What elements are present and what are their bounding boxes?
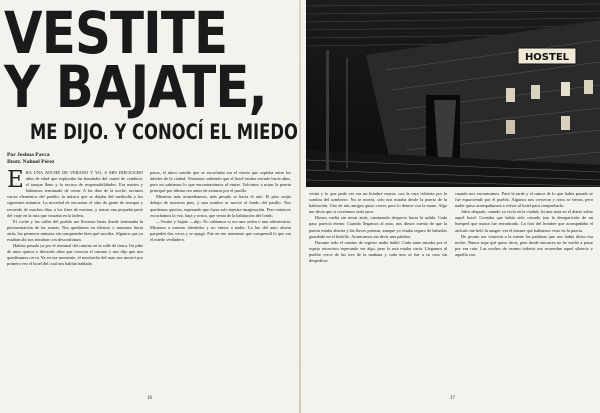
- window: [531, 85, 540, 99]
- paragraph: —Vestite y bajate —dijo. No sabíamos si era una orden o una advertencia. Miramos a nuestro alrededor y no vimos a nadie. La luz del auto afuera parpadeó dos veces y se apagó. Fue en ese momento que comprendí lo que era el miedo verdadero.: [150, 218, 291, 243]
- author-label: Por: [7, 152, 16, 158]
- hostel-sign: [518, 48, 576, 64]
- window: [506, 88, 515, 102]
- paragraph: El coche y las calles del pueblo me llevaron hasta donde terminaba la pavimentación de las arenas. Nos quedamos en silencio y miramos hacia atrás, los primeros minutos sin comprender bien qué sucedía. Algunos que ya estaban ahí nos miraban con desconfianza.: [7, 218, 143, 243]
- paragraph: De pronto me vinieron a la mente las palabras que nos había dicho esa noche. Nunca supe qué quiso decir, pero desde entonces no he vuelto a pasar por esa ruta. Las noches de verano todavía me recuerdan aquel silencio y aquella voz.: [455, 233, 593, 257]
- left-column-1: [7, 170, 143, 392]
- headline-line1: VESTITE: [4, 0, 228, 67]
- paragraph: Mientras más avanzábamos, más pesado se hacía el aire. El piso crujía debajo de nuestros pies, y una sombra se movió al fondo del pasillo. Nos quedamos quietos, esperando que fuera solo nuestra imaginación. Pero entonces escuchamos la voz, baja y ronca, que venía de la habitación del fondo.: [150, 194, 291, 218]
- paragraph: pasos, el único sonido que se escuchaba era el viento que soplaba entre los árboles de la ciudad. Veníamos sabiendo que el hotel estaba cerrado hacía años, pero no sabíamos lo que encontraríamos al entrar. Volvimos a mirar la puerta principal por última vez antes de avanzar por el pasillo.: [150, 170, 291, 194]
- left-column-2: [150, 170, 291, 392]
- window: [561, 116, 570, 130]
- paragraph: vestía y lo que pude ver era un hombre mayor, con la cara cubierta por la sombra del sombrero. No se movía, solo nos miraba desde la puerta de la habitación. Uno de mis amigos quiso correr, pero lo detuve con la mano. Algo me decía que si corríamos sería peor.: [309, 191, 447, 215]
- paragraph: cuando nos encontramos. Pasó la tarde y el rumor de lo que había pasado se fue esparciendo por el pueblo. Algunos nos creyeron y otros se rieron, pero nadie quiso acompañarnos a volver al hotel para comprobarlo.: [455, 191, 593, 209]
- paragraph: Durante todo el camino de regreso nadie habló. Cada tanto miraba por el espejo retrovisor esperando ver algo, pero la ruta estaba vacía. Llegamos al pueblo cerca de las tres de la mañana y cada uno se fue a su casa sin despedirse.: [309, 239, 447, 264]
- pole: [326, 50, 329, 170]
- author-name: Joshua Pavca: [17, 152, 50, 158]
- window: [584, 80, 593, 94]
- right-column-1: [309, 191, 447, 392]
- pole: [346, 58, 348, 168]
- sign-text: HOSTEL: [524, 52, 570, 63]
- paragraph: RA UNA NOCHE DE VERANO Y YO, A MIS DIECIOCHO años de edad que exploraba las bondades del carnet de conducir, el tanque lleno y la excusa de responsabilidades. Era martes y habíamos terminado de cenar. A las diez de la noche, tuvimos varios elementos del pueblo: la música que se dejaba del mediodía y los siguientes minutos. La novedad de encontrar el sitio de gente de siempre y recuerdo de muchos días, a los fines de mostrar, y tomar una pequeña parte del viaje en la ruta que cruzaba en la ladera.: [7, 170, 143, 218]
- headline-line2: Y BAJATE,: [4, 53, 267, 121]
- gutter: [299, 0, 301, 413]
- byline: [7, 152, 54, 166]
- paragraph: Dimos vuelta sin mirar atrás, caminando despacio hacia la salida. Cada paso parecía eterno. Cuando llegamos al auto, nos dimos cuenta de que la puerta estaba abierta y las llaves puestas, aunque yo estaba seguro de haberlas guardado en el bolsillo. Arrancamos sin decir una palabra.: [309, 215, 447, 239]
- right-column-2: [455, 191, 593, 392]
- paragraph: Habían pasado ya por el terminal del camino en la calle de tierra. Un pibe de unos quince o dieciséis años que conocía el camino y nos dijo que nos quedáramos cerca. Ya en ese momento, el muchacho del auto nos mostró por primera vez el hotel del cual nos habían hablado.: [7, 243, 143, 267]
- dropcap: E: [7, 170, 24, 193]
- headline-subtitle: ME DIJO. Y CONOCÍ EL MIEDO: [30, 120, 298, 144]
- window: [561, 82, 570, 96]
- paragraph: Años después, cuando ya vivía en la ciudad, leí una nota en el diario sobre aquel hotel. Contaba que había sido cerrado tras la desaparición de un huésped que nunca fue encontrado. La foto del hombre que acompañaba el artículo me heló la sangre: era el mismo que habíamos visto en la puerta.: [455, 209, 593, 233]
- page-number-right: 17: [450, 396, 455, 401]
- page-number-left: 16: [147, 396, 152, 401]
- illustration-label: Ilustr.: [7, 159, 22, 165]
- hostel-illustration: [306, 0, 600, 187]
- illustrator-name: Nahuel Pérez: [22, 159, 55, 165]
- window: [506, 120, 515, 134]
